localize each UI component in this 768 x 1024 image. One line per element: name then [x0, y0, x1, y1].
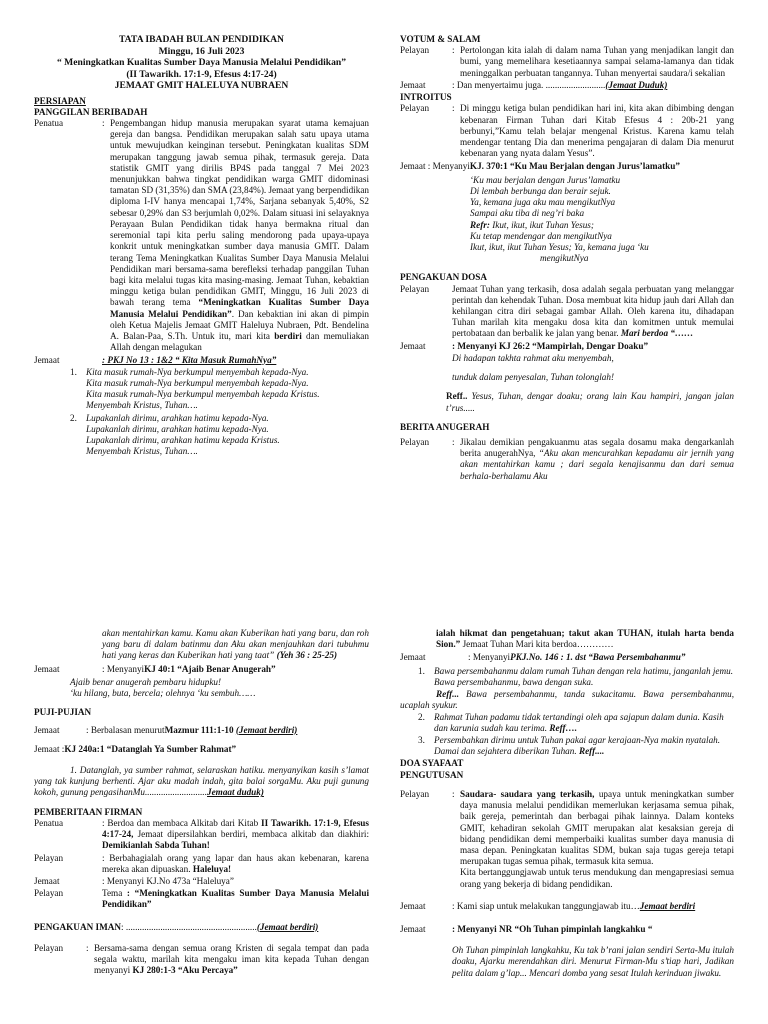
berita-row: Pelayan : Jikalau demikian pengakuanmu atas segala dosamu maka dengarkanlah berita anugerahNya, “Aku akan mencurahkan kepadamu air jernih yang akan mentahirkan kamu ; dari segala kenajisanmu dan dari semua berhala-berhalamu Aku: [400, 437, 734, 481]
pengakuan-dosa-song: Jemaat : Menyanyi KJ 26:2 “Mampirlah, Dengar Doaku”: [400, 340, 649, 351]
speaker-label: Penatua: [34, 117, 64, 128]
header-line-4: (II Tawarikh. 17:1-9, Efesus 4:17-24): [126, 68, 277, 80]
verse-3: 3. Persembahkan dirimu untuk Tuhan pakai agar kerajaan-Nya makin nyatalah. Damai dan sejahtera diberikan Tuhan. Reff....: [418, 734, 721, 757]
section-votum: VOTUM & SALAM: [400, 34, 481, 44]
firman-row-1: Penatua : Berdoa dan membaca Alkitab dari Kitab II Tawarikh. 17:1-9, Efesus 4:17-24, Jemaat dipersilahkan berdiri, membaca alkitab dan diakhiri: Demikianlah Sabda Tuhan!: [34, 817, 369, 851]
pengutusan-lyric: Oh Tuhan pimpinlah langkahku, Ku tak b’rani jalan sendiri Serta-Mu itulah doaku, Ajarku merendahkan diri. Menurut Firman-Mu s’tiap hari, Jadikan pelita dalam g’lap... Mencari domba yang sesat Itulah kerinduan jiwaku.: [452, 945, 734, 978]
firman-row-2: Pelayan : Berbahagialah orang yang lapar dan haus akan kebenaran, karena mereka akan dipuaskan. Haleluya!: [34, 852, 369, 874]
panggilan-text: Pengembangan hidup manusia merupakan syarat utama kemajuan gereja dan bangsa. Pendidikan merupakan salah satu upaya utama untuk mewujudkan keinginan tersebut. Peningkatan kualitas SDM merupakan tanggung jawab semua pihak, termasuk gereja. Data statistik GMIT yang dirilis BP4S pada tanggal 7 Mei 2023 menunjukkan bahwa tingkat pendidikan warga GMIT didominasi tamatan SD (31,35%) dan SMA (23,84%). Jemaat yang berpendidikan diploma I-IV hanya mencapai 1,74%, Sarjana sebanyak 5,40%, S2 sebesar 0,29% dan S3 berjumlah 0,02%. Dalam situasi ini selayaknya Perayaan Bulan Pendidikan tidak hanya bermakna ritual dan seremonial tapi kita perlu saling mendorong pada upaya-upaya konkrit untuk meningkatkan sumber daya manusia GMIT. Dalam terang Tema Meningkatkan Kualitas Sumber Daya Manusia Melalui Pendidikan mari bersama-sama berefleksi terhadap panggilan Tuhan bagi kita melalui tugas kita masing-masing. Jemaat Tuhan, kebaktian minggu ketiga bulan pendidikan GMIT, Minggu, 16 Juli 2023 di bawah terang tema “Meningkatkan Kualitas Sumber Daya Manusia Melalui Pendidikan”. Dan kebaktian ini akan di pimpin oleh Ketua Majelis Jemaat GMIT Haleluya Nubraen, Pdt. Bendelina A. Balan-Paa, S.Th. Untuk itu, mari kita berdiri dan memuliakan Allah dengan melagukan: [110, 117, 369, 353]
section-persiapan: PERSIAPAN: [34, 95, 86, 106]
pengutusan-song: Jemaat : Menyanyi NR “Oh Tuhan pimpinlah langkahku “: [400, 924, 653, 935]
header-line-5: JEMAAT GMIT HALELUYA NUBRAEN: [114, 80, 289, 91]
verse-2: 2. Rahmat Tuhan padamu tidak tertandingi oleh apa sajapun dalam dunia. Kasih dan karunia sudah kau terima. Reff….: [418, 711, 724, 733]
panggilan-row: Penatua : Pengembangan hidup manusia merupakan syarat utama kemajuan gereja dan bangsa. Pendidikan merupakan salah satu upaya utama untuk mewujudkan keinginan tersebut. Peningkatan kualitas SDM merupakan tanggung jawab semua pihak, termasuk gereja. Data statistik GMIT yang dirilis BP4S pada tanggal 7 Mei 2023 menunjukkan bahwa tingkat pendidikan warga GMIT didominasi tamatan SD (31,35%) dan SMA (23,84%). Jemaat yang berpendidikan diploma I-IV hanya mencapai 1,74%, Sarjana sebanyak 5,40%, S2 sebesar 0,29% dan S3 berjumlah 0,02%. Dalam situasi ini selayaknya Perayaan Bulan Pendidikan tidak hanya bermakna ritual dan seremonial tapi kita perlu saling mendorong pada upaya-upaya konkrit untuk meningkatkan sumber daya manusia GMIT. Dalam terang Tema Meningkatkan Kualitas Sumber Daya Manusia Melalui Pendidikan mari bersama-sama berefleksi terhadap panggilan Tuhan bagi kita melalui tugas kita masing-masing. Jemaat Tuhan, kebaktian minggu ketiga bulan pendidikan GMIT, Minggu, 16 Juli 2023 di bawah terang tema “Meningkatkan Kualitas Sumber Daya Manusia Melalui Pendidikan”. Dan kebaktian ini akan di pimpin oleh Ketua Majelis Jemaat GMIT Haleluya Nubraen, Pdt. Bendelina A. Balan-Paa, S.Th. Untuk itu, mari kita berdiri dan memuliakan Allah dengan melagukan: [34, 117, 369, 353]
jemaat-song-row: Jemaat : PKJ No 13 : 1&2 “ Kita Masuk RumahNya”: [34, 355, 369, 366]
votum-row: Pelayan : Pertolongan kita ialah di dalam nama Tuhan yang menjadikan langit dan bumi, yang memelihara kesetiaannya sampai selama-lamanya dan tidak meninggalkan perbuatan tangannya. Tuhan menyertai saudara/i sekalian: [400, 45, 734, 78]
puji-lyric: 1. Datanglah, ya sumber rahmat, selaraskan hatiku. menyanyikan kasih s’lamat yang tak kunjung berhenti. Ajar aku madah indah, gita balai sorgaMu. Aku puji gunung kokoh, gunung pengasihanMu...........................Jemaat duduk): [34, 764, 369, 798]
section-doa-syafaat: DOA SYAFAAT: [400, 758, 464, 769]
top-left-column: [34, 34, 369, 554]
introitus-lyrics: ‘Ku mau berjalan dengan Jurus’lamatku Di lembah berbunga dan berair sejuk. Ya, kemana juga aku mau mengikutNya Sampai aku tiba di neg’ri baka Refr: Ikut, ikut, ikut Tuhan Yesus; Ku tetap mendengar dan mengikutNya Ikut, ikut, ikut Tuhan Yesus; Ya, kemana juga ‘ku mengikutNya: [470, 174, 649, 264]
votum-response: Jemaat : Dan menyertaimu juga. ..........................(Jemaat Duduk): [400, 79, 668, 90]
berita-continuation: akan mentahirkan kamu. Kamu akan Kuberikan hati yang baru, dan roh yang baru di dalam batinmu dan Aku akan menjauhkan dari tubuhmu hati yang keras dan Kuberikan hati yang taat” (Yeh 36 : 25-25): [102, 628, 369, 661]
pengakuan-iman-row: Pelayan : Bersama-sama dengan semua orang Kristen di segala tempat dan pada segala waktu, marilah kita mengaku iman kita kepada Tuhan dengan menyanyi KJ 280:1-3 “Aku Percaya”: [34, 942, 369, 976]
top-right-column: [400, 34, 734, 554]
berita-song: Jemaat : Menyanyi KJ 40:1 “Ajaib Benar Anugerah”: [34, 663, 276, 674]
puji-line-1: Jemaat : Berbalasan menurut Mazmur 111:1-10 (Jemaat berdiri): [34, 724, 298, 735]
section-panggilan: PANGGILAN BERIBADAH: [34, 106, 148, 117]
pengakuan-reff: Reff.. Yesus, Tuhan, dengar doaku; orang lain Kau hampiri, jangan jalan t’rus.....: [446, 391, 734, 413]
berita-text: Jikalau demikian pengakuanmu atas segala dosamu maka dengarkanlah berita anugerahNya, “Aku akan mencurahkan kepadamu air jernih yang akan mentahirkan kamu ; dari segala kenajisanmu dan dari semua berhala-berhalamu Aku: [460, 437, 734, 481]
section-pemberitaan-firman: PEMBERITAAN FIRMAN: [34, 806, 143, 817]
votum-text: Pertolongan kita ialah di dalam nama Tuhan yang menjadikan langit dan bumi, yang memelihara kesetiaannya sampai selama-lamanya dan tidak meninggalkan perbuatan tangannya. Tuhan menyertai saudara/i sekalian: [460, 45, 734, 78]
pengakuan-iman-heading: PENGAKUAN IMAN : ......................................................... (Jemaat berdiri): [34, 921, 319, 932]
firman-row-3: Jemaat : Menyanyi KJ.No 473a “Haleluya”: [34, 875, 234, 886]
pengakuan-dosa-row: Pelayan Jemaat Tuhan yang terkasih, dosa adalah segala perbuatan yang melanggar perintah dan kehendak Tuhan. Dosa membuat kita hidup jauh dari Allah dan kehilangan citra diri sebagai gambar Allah. Oleh karena itu, dihadapan Tuhan marilah kita mengaku dosa kita dan komitmen untuk memulai pertobataan dan berbalik ke jalan yang benar. Mari berdoa “……: [400, 283, 734, 339]
header-line-3: “ Meningkatkan Kualitas Sumber Daya Manusia Melalui Pendidikan”: [56, 57, 347, 68]
verse-1: 1. Kita masuk rumah-Nya berkumpul menyembah kepada-Nya. Kita masuk rumah-Nya berkumpul menyembah kepada-Nya. Kita masuk rumah-Nya berkumpul menyembah kepada Kristus. Menyembah Kristus, Tuhan….: [70, 366, 320, 411]
persembahan-intro: ialah hikmat dan pengetahuan; takut akan TUHAN, itulah harta benda Sion.” Jemaat Tuhan Mari kita berdoa…………: [436, 628, 734, 650]
bottom-left-column: [34, 628, 369, 1024]
section-pengutusan: PENGUTUSAN: [400, 769, 464, 780]
section-introitus: INTROITUS: [400, 92, 452, 103]
persembahan-song: Jemaat : Menyanyi PKJ.No. 146 : 1. dst “Bawa Persembahanmu”: [400, 652, 686, 663]
pengakuan-lyric-1: Di hadapan takhta rahmat aku menyembah,: [452, 352, 614, 363]
pengakuan-lyric-2: tunduk dalam penyesalan, Tuhan tolonglah!: [452, 372, 615, 383]
doa-response: Jemaat : Kami siap untuk melakukan tanggungjawab itu… Jemaat berdiri: [400, 900, 696, 911]
pengakuan-dosa-text: Jemaat Tuhan yang terkasih, dosa adalah segala perbuatan yang melanggar perintah dan kehendak Tuhan. Dosa membuat kita hidup jauh dari Allah dan kehilangan citra diri sebagai gambar Allah. Oleh karena itu, dihadapan Tuhan marilah kita mengaku dosa kita dan komitmen untuk memulai pertobataan dan berbalik ke jalan yang benar. Mari berdoa “……: [452, 283, 734, 339]
section-berita-anugerah: BERITA ANUGERAH: [400, 421, 490, 432]
persembahan-verses: [418, 666, 734, 688]
verse-2: 2. Lupakanlah dirimu, arahkan hatimu kepada-Nya. Lupakanlah dirimu, arahkan hatimu kepada-Nya. Lupakanlah dirimu, arahkan hatimu kepada Kristus. Menyembah Kristus, Tuhan….: [70, 412, 280, 457]
introitus-row: Pelayan : Di minggu ketiga bulan pendidikan hari ini, kita akan dibimbing dengan kebenaran Firman Tuhan dari Kitab Efesus 4 : 20b-21 yang berbunyi,”Kamu telah belajar mengenal Kristus. Karena kamu telah mendengar tentang Dia dan menerima pengajaran di dalam Dia menurut kebenaran yang nyata dalam Yesus”.: [400, 103, 734, 159]
header-line-2: Minggu, 16 Juli 2023: [158, 45, 245, 57]
document-header: [34, 34, 369, 92]
firman-row-4: Pelayan Tema : “Meningkatkan Kualitas Sumber Daya Manusia Melalui Pendidikan”: [34, 888, 369, 910]
persembahan-reff-1: Reff... Bawa persembahanmu, tanda sukacitamu. Bawa persembahanmu, ucaplah syukur.: [400, 689, 734, 711]
introitus-text: Di minggu ketiga bulan pendidikan hari ini, kita akan dibimbing dengan kebenaran Firman Tuhan dari Kitab Efesus 4 : 20b-21 yang berbunyi,”Kamu telah belajar mengenal Kristus. Karena kamu telah mendengar tentang Dia dan menerima pengajaran di dalam Dia menurut kebenaran yang nyata dalam Yesus”.: [460, 103, 734, 159]
bottom-right-column: [400, 628, 734, 1024]
song-verses: [70, 367, 369, 458]
section-puji-pujian: PUJI-PUJIAN: [34, 707, 92, 718]
berita-lyric-1: Ajaib benar anugerah pembaru hidupku!: [70, 676, 222, 687]
doa-syafaat-row: Pelayan : Saudara- saudara yang terkasih, upaya untuk meningkatkan sumber daya manusia melalui pendidikan memerlukan kerjasama semua pihak, baik gereja, pemerintah dan berbagai pihak lainnya. Dalam konteks GMIT, kehadiran sekolah GMIT merupakan alat kesaksian gereja di bidang pendidikan demi memperbaiki kualitas sumber daya manusia di masa depan. Peningkatan kualitas SDM, bukan saja tugas gereja tetapi merupakan tugas semua pihak, termasuk kita semua. Kita bertanggungjawab untuk terus mendukung dan mengapresiasi semua orang yang bekerja di bidang pendidikan.: [400, 788, 734, 889]
introitus-song: Jemaat : Menyanyi KJ. 370:1 “Ku Mau Berjalan dengan Jurus’lamatku”: [400, 161, 680, 172]
section-pengakuan-dosa: PENGAKUAN DOSA: [400, 272, 488, 283]
berita-lyric-2: ‘ku hilang, buta, bercela; olehnya ‘ku sembuh……: [70, 688, 256, 699]
verse-1: 1. Bawa persembahanmu dalam rumah Tuhan dengan rela hatimu, janganlah jemu. Bawa persembahanmu, bawa dengan suka.: [418, 665, 734, 687]
puji-line-2: Jemaat : KJ 240a:1 “Datanglah Ya Sumber Rahmat”: [34, 743, 237, 754]
song-reference: : PKJ No 13 : 1&2 “ Kita Masuk RumahNya”: [102, 354, 277, 365]
header-line-1: TATA IBADAH BULAN PENDIDIKAN: [119, 34, 284, 45]
